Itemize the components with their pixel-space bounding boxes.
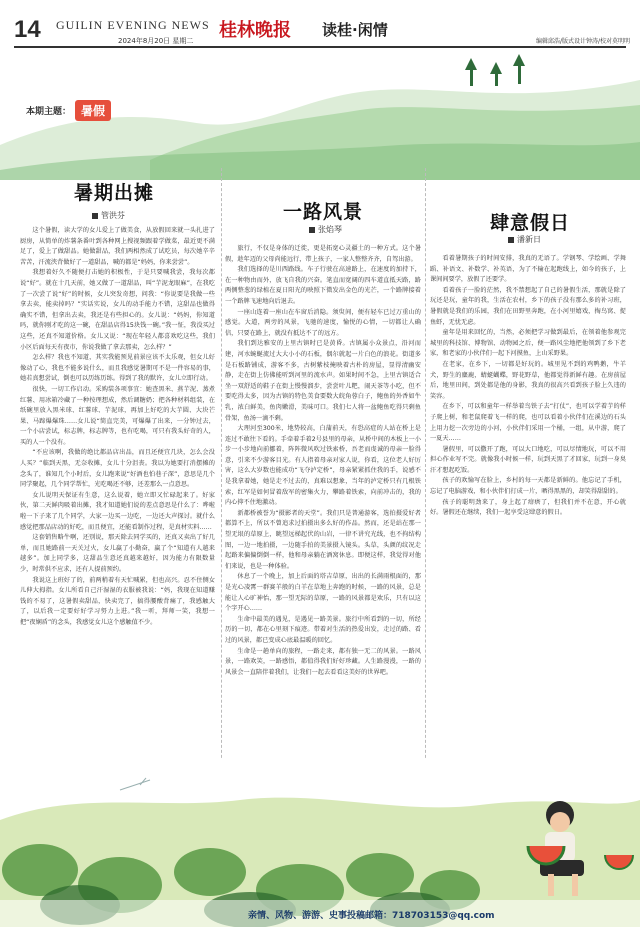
paragraph: 旅行，不仅是身体的迁徙，更是拓宽心灵疆土的一种方式。这个暑假，趁年迈的父母尚能远行，带上孩子，一家人整整齐齐，自驾出游。 (225, 245, 421, 263)
editors-credit: 编辑邱浩/版式设计钟涛/校对莫明明 (535, 38, 630, 45)
paragraph: 很快，一切工作启动。采购装各项事宜：她查黑米、燕芋泥、蒸煮红薯、用冰箱冷藏了一种按理想成，然后调糖奶；把各种材料组装，在纸碗里放入黑米球、红薯球、芋泥球，再加上好吃的大芋圆、大块芒果、马蹄爆爆珠……女儿说“简直完美，可爆爆了出来，一分钟过去，一个小店尝试，标志牌，标志牌等，也有吃喝，可只有我头好奇的人，买的人一个没有。 (20, 385, 215, 446)
article-3-title: 肆意假日 (490, 212, 571, 234)
watermelon-field-illustration (0, 760, 640, 927)
column-divider (425, 168, 426, 778)
masthead-logo: 桂林晚报 (219, 20, 291, 41)
header-divider (14, 46, 626, 48)
article-3-author (508, 234, 541, 245)
paragraph: 暑假里，可以撒开了跑，可以大口地吃，可以尽情地玩，可以不用担心作业写不完。就像我小时候一样，玩到天黑了才回家，玩到一身臭汗才想起吃饭。 (430, 445, 626, 474)
paragraph: 我想着好久不随便打击她的积极性，于是只要喊我尝，我每次都说“好”。就在十几天前，她又做了一道甜品，叫“芋泥龙眼麻”，在我吃了一次尝了说“好”的时候，女儿突发奇想，问我：“你说要是我做一些拿去卖，能卖掉吗？”实话实说，女儿的动手能力不错，这甜品也做得确实不错，但拿出去卖，我还是有些担心的。女儿说：“妈妈，你知道吗，就你刚才吃的这一碗，在甜品店得15块钱一碗。”我一怔，我没买过这些，还真不知道价格。女儿又说：“现在年轻人都喜欢吃这些，我们小区后面每天有夜市，你说我做了拿去那卖，怎么样？” (20, 269, 215, 351)
paragraph: 这个暑假，读大学的女儿爱上了做美食，从放假回来就一头扎进了厨房，从简单的炸薯条番叶到各种网上搜视频跟着学做菜，最近更不满足了，爱上了做甜品。她做甜品，我们两相然成了试吃员，每次她辛辛苦苦，汗流浃背做好了一道甜品，喊的都是“妈妈，你来尝尝”。 (20, 227, 215, 266)
article-2-body (225, 244, 421, 764)
paragraph: 我说这上班好了的，前两稍着有天忙喊累，但也高兴。忍不住侧女儿伸大拇指。女儿所看自己汗湿湿的衣服被我说：“妈，我现在知道赚钱的不易了，这暑假卖甜品，快卖完了，搞得腰酸背痛了，我感触大了，以后我一定要好好学习努力上进。”我一听，拜师一笑，我想一把“夜娴盾”的念头，我感觉女儿这个感触值不少。 (20, 576, 215, 626)
byline-marker (309, 227, 315, 233)
article-3-body (430, 254, 626, 654)
paragraph: 大理河至300米，地势较高，白蒲前天，有恐高症的人站在桥上是连过不敢往下看的。手牵着手着2号县里的母亲，从桥中间的木板上一小步一小步地向前挪着，阵阵微风吹过铁索桥，吾老而虔诚的母亲一脸得意，引来不少游客目光。有人指着母亲对家人说，你看，这位老人好厉害，这么大岁数也能成功“飞夺泸定桥”，母亲紧紧抓住我的手，说感不是我拿着她，她是走不过去的，真难以想象，当年的泸定桥只有几根铁索，红军是如何冒着敌军的密集火力，攀路着铁索，向前冲击的，我的内心抑不住地激动。 (225, 425, 421, 507)
article-2-author (309, 224, 342, 235)
section-title: 读桂·闲情 (322, 21, 388, 39)
paragraph: 一座山连着一座山在车窗后消隐。须臾间，便有轻车已过万重山的感觉。大道，两旁的风景，飞驰的速度，愉悦的心情，一切都让人确信，只要在路上，就没有抵达不了的远方。 (225, 308, 421, 337)
paragraph: 新都桥被誉为“摄影者的天堂”。我们只是普通游客，选拍摄爱好者都算不上，所以不曾追求过拍摄出多么好的作品。然而，还是站在那一望无垠的草原上，眺望远梯起伏的山岩，一律不讲究光线，也不拘结构图，一边一地拍摄，一边随手拍的美景摄入镜头。头草，头颜的纹况走起路来偏偏倒倒一样，他和母亲躺在酒窝休息。即便这样，我觉得对他们来说，也是一种体验。 (225, 509, 421, 570)
submission-email: 亲情、风物、游游、史事投稿邮箱：718703153@qq.com (248, 911, 495, 921)
paragraph: 看着暑期孩子的时间安排，我真的无语了。学钢琴、学绘画、学舞蹈、补语文、补数学、补英语，为了不输在起跑线上，如今的孩子，上课间间要学，放假了还要学。 (430, 255, 626, 284)
article-2-title: 一路风景 (283, 201, 364, 223)
paragraph: 童年是用来回忆的，当然，必须把学习做到最后，在领着他参观完城里的科技馆、博物馆、动物园之后，便一路风尘地把他领到了乡下老家，和老家的小伙伴们一起下河摸鱼，上山采野果。 (430, 329, 626, 358)
article-1-author (92, 210, 125, 221)
article-1-body (20, 226, 215, 781)
article-1-title: 暑期出摊 (74, 182, 155, 204)
paragraph: 女儿说明天保证有生意，这么说着，她立即又忙碌起来了。好家伙，第二天鲜肉吸着出摊，我才知道她们说的差点意思是什么了：哗啦啦一下子来了几个同学，大家一边买一边吃，一边还大声探讨。就什么感觉把那品店动的好吃，而且便宜，还能看制作过程，是真材实料…… (20, 491, 215, 531)
column-divider (221, 168, 222, 778)
paragraph: 生命中最美的遇见，是遇见一路美景。旅行中所看到的一切，所经历的一切，都在心里刻下痕迹。带着对生活的热爱出发，走过的路、看过的风景，都已变成心底最温暖的回忆。 (225, 615, 421, 644)
topic-tag: 暑假 (75, 100, 111, 121)
topic-banner (26, 100, 111, 121)
byline-marker (92, 213, 98, 219)
paragraph: 这套销售略牛啊，还别说，那天除去同学买的，还真又卖出了好几单，而且她路前一天关过火，女儿赢了小勤奋，赢了个“知道有人越来越多”。加上同学多，这甜品生意还真越来越好，因为能力有限数量少，时常供不应求，还有人提前预约。 (20, 534, 215, 573)
page-header (0, 0, 640, 50)
paragraph: 休息了一个晚上，加上后面的塔吉草原，出出的长满雨根面的，那是光心凌霄一群赛羊般的白羊在草地上奔跑的时候，一路的风景，总是能让人心旷神怡，那一望无际的草原，一路的风景都是欢乐，只有以这个字开心…… (225, 573, 421, 613)
author-name: 张焰琴 (318, 225, 342, 234)
topic-label: 本期主题： (26, 107, 72, 117)
paragraph: “不应该啊，我做的绝比都品店出品，而且还便宜几块，怎么会没人买？”临到天黑，无奈收摊，女儿十分沮丧。我以为她要打消摆摊的念头了，谁知几个小时后，女儿跑来说“好酒也怕巷子深”，意思是几个同学聚起，几个同学帮忙，光吃喝还不够，还差那么一点意思。 (20, 449, 215, 489)
author-name: 潘新日 (517, 235, 541, 244)
paragraph: 生命是一趟单向的旅程，一路走来，都有独一无二的风景。一路风景，一路欢笑，一路感悟，都值得我们好好珍藏。人生路漫漫，一路的风景会一直陪伴着我们，让我们一起去看看这美好的世界吧。 (225, 647, 421, 676)
author-name: 管洪芬 (101, 211, 125, 220)
page-number: 14 (14, 16, 41, 43)
paragraph: 孩子的聪明劲来了，身上起了痱瘩了，但我们并不在意，开心就好。暑假还在继续，我们一起享受这肆意的假日。 (430, 498, 626, 517)
paragraph: 怎么样？我也不知道，其实我能预见前景应该不太乐观，但女儿好像动了心，我也不能多说什么，而且我感觉暑期可不是一件容易的事，她若真想尝试，倒也可以历练历练。得到了我的默许，女儿立即行动。 (20, 354, 215, 383)
paper-name-english: GUILIN EVENING NEWS (56, 18, 210, 32)
issue-date: 2024年8月20日 星期二 (118, 37, 194, 45)
paragraph: 我们到达雅安的上里古镇时已是黄昏。古镇属小众景点，沿河而建，河水蜿蜒流过大大小小的石板，偶尔就起一片白色的浪花。街道多是石板路铺成，游客不多，古树紫枝掩映着古朴的房屋，显得清幽安静，走在街上仿佛能听到河里的流水声。如果时间不急，上里古镇适合坐一双舒适的鞋子在街上慢慢溜步，尝尝叶儿粑，闹天茶等小吃，但不要吃得太多，因为古镇的特色美食要数大皖角蓉白子，鲍鱼的外香如牛乳，浓白鲜美，鱼肉嫩滑，美味可口。我们七人将一盆鲍鱼吃得只剩鱼骨架，鱼汤一滴不剩。 (225, 340, 421, 422)
paragraph: 我们选择的是川西路线。车子行驶在高速路上，在速度的加持下，在一种物由而外，放飞自我的兴奋。笔直而宽阔的四车道直抵天路，路两侧整葱的绿植在夏日阳光的映照下微发出金色的光芒，一个路牌接着一个路牌飞速地向后退去。 (225, 266, 421, 305)
byline-marker (508, 237, 514, 243)
paragraph: 看着孩子一脸的茫然，我不禁想起了自己的暑假生活，那就是除了玩还是玩，童年的我，生活在农村，乡下的孩子没有那么多的补习班，暑假就是我们的乐园，我们在田野里奔跑，在小河里嬉戏，掏鸟窝、捉鱼虾，无忧无虑。 (430, 286, 626, 326)
paragraph: 在老家，在乡下，一切都是好玩的。城里见不到的鸡鸭鹅，牛羊犬，野生的麋鹿，蜻蜓蝴蝶，野花野草，他都觉得新鲜有趣。在房前屋后，地里田间，到处都是他的身影，我真的很高兴看到孩子脸上久违的笑容。 (430, 360, 626, 400)
paragraph: 孩子的欢愉写在脸上，乡村的每一天都是新鲜的。他忘记了手机，忘记了电脑游戏，和小伙伴们打成一片，晒得黑黑的，却笑得甜甜的。 (430, 477, 626, 496)
paragraph: 在乡下，可以和童年一样举着鸟铁子去“打仗”，也可以学着芋的样子爬上树，和老鼠爬着飞一样的爬，也可以看着小伙伴们在溪边的石头上用力挖一次旁边的小河，小伙伴们采用一个桶，一组，从中游，爬了一夏天…… (430, 403, 626, 443)
